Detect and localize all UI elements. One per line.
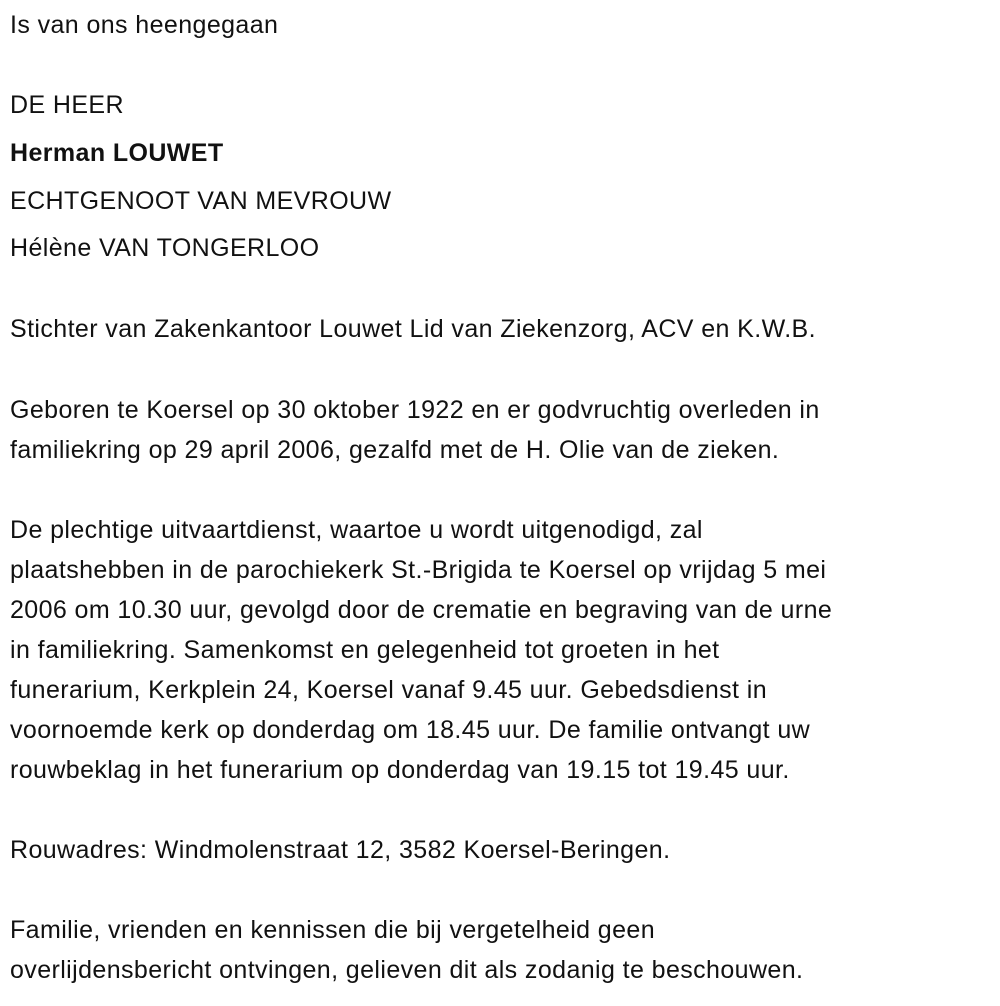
service-line: rouwbeklag in het funerarium op donderdag van 19.15 tot 19.45 uur. (10, 756, 790, 784)
birth-death-line: familiekring op 29 april 2006, gezalfd met de H. Olie van de zieken. (10, 436, 780, 464)
address-text: Rouwadres: Windmolenstraat 12, 3582 Koersel-Beringen. (10, 836, 671, 864)
closing-line: Familie, vrienden en kennissen die bij vergetelheid geen (10, 916, 656, 944)
service-line: in familiekring. Samenkomst en gelegenheid tot groeten in het (10, 636, 720, 664)
service-line: De plechtige uitvaartdienst, waartoe u wordt uitgenodigd, zal (10, 516, 703, 544)
affiliation-text: Stichter van Zakenkantoor Louwet Lid van Ziekenzorg, ACV en K.W.B. (10, 315, 816, 343)
deceased-name: Herman LOUWET (10, 139, 224, 167)
intro-text: Is van ons heengegaan (10, 11, 279, 39)
service-line: 2006 om 10.30 uur, gevolgd door de crematie en begraving van de urne (10, 596, 833, 624)
title-text: DE HEER (10, 91, 124, 119)
service-line: voornoemde kerk op donderdag om 18.45 uur. De familie ontvangt uw (10, 716, 811, 744)
service-line: plaatshebben in de parochiekerk St.-Brigida te Koersel op vrijdag 5 mei (10, 556, 827, 584)
spouse-name: Hélène VAN TONGERLOO (10, 234, 320, 262)
service-line: funerarium, Kerkplein 24, Koersel vanaf 9.45 uur. Gebedsdienst in (10, 676, 767, 704)
birth-death-line: Geboren te Koersel op 30 oktober 1922 en er godvruchtig overleden in (10, 396, 820, 424)
spouse-label: ECHTGENOOT VAN MEVROUW (10, 187, 392, 215)
closing-line: overlijdensbericht ontvingen, gelieven dit als zodanig te beschouwen. (10, 956, 804, 984)
